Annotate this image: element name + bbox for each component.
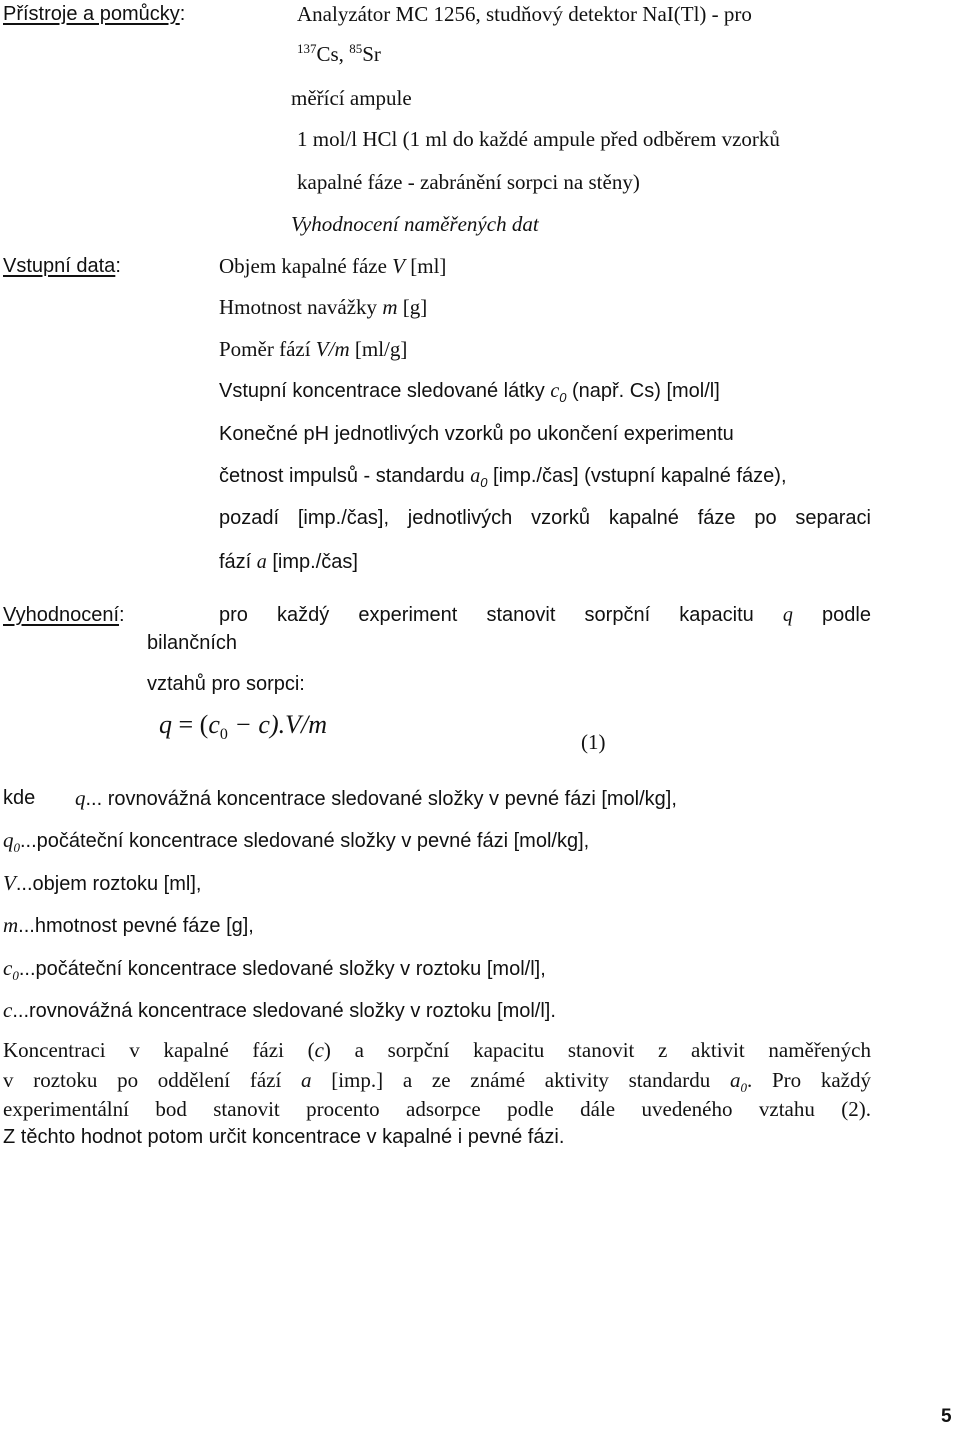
evaluation-label-row: Vyhodnocení: — [3, 604, 125, 626]
instruments-line-3: měřící ampule — [291, 86, 412, 110]
instruments-line-1: Analyzátor MC 1256, studňový detektor NaI(Tl) - pro — [297, 2, 752, 26]
isotope-element-cs: Cs, — [316, 42, 350, 66]
definition-q0: $q_0...počáteční$ koncentrace sledované složky v pevné fázi [mol/kg], — [3, 828, 590, 856]
isotope-mass-sr: 85 — [349, 41, 363, 56]
input-data-label: Vstupní data — [3, 255, 116, 277]
instruments-label: Přístroje a pomůcky — [3, 3, 180, 25]
evaluation-label: Vyhodnocení — [3, 604, 120, 626]
input-item-6: četnost impulsů - standardu $a_0$ [imp./čas] (vstupní kapalné fáze), — [219, 465, 787, 490]
input-item-3: Poměr fází V/m [ml/g] — [219, 337, 408, 361]
paragraph-line-4: Z těchto hodnot potom určit koncentrace v kapalné i pevné fázi. — [3, 1126, 565, 1148]
page-number: 5 — [941, 1406, 952, 1427]
input-item-1: Objem kapalné fáze V [ml] — [219, 254, 447, 278]
evaluation-line-2: bilančních — [147, 632, 238, 654]
input-item-5: Konečné pH jednotlivých vzorků po ukončení experimentu — [219, 423, 734, 445]
definition-c0: $c_0...počáteční$ koncentrace sledované složky v roztoku [mol/l], — [3, 956, 546, 984]
definition-m: m...hmotnost pevné fáze [g], — [3, 913, 254, 937]
isotope-mass-cs: 137 — [297, 41, 317, 56]
evaluation-line-1: pro každý experiment stanovit sorpční kapacitu q podle — [219, 604, 871, 626]
input-item-2: Hmotnost navážky m [g] — [219, 295, 428, 319]
input-item-4: Vstupní koncentrace sledované látky $c_0$ (např. Cs) [mol/l] — [219, 380, 720, 405]
paragraph-line-3: experimentální bod stanovit procento adsorpce podle dále uvedeného vztahu (2). — [3, 1097, 871, 1121]
isotope-element-sr: Sr — [362, 42, 381, 66]
instruments-line-4: 1 mol/l HCl (1 ml do každé ampule před odběrem vzorků — [297, 127, 780, 151]
definitions-kde: kde — [3, 787, 36, 809]
instruments-label-row: Přístroje a pomůcky: — [3, 3, 186, 25]
input-item-7: pozadí [imp./čas], jednotlivých vzorků kapalné fáze po separaci — [219, 507, 871, 529]
instruments-line-5: kapalné fáze - zabránění sorpci na stěny) — [297, 170, 640, 194]
evaluation-line-3: vztahů pro sorpci: — [147, 673, 305, 695]
input-data-label-row: Vstupní data: — [3, 255, 121, 277]
section-title: Vyhodnocení naměřených dat — [291, 212, 539, 236]
instruments-line-2 — [297, 42, 381, 66]
paragraph-line-2: v roztoku po oddělení fází a [imp.] a ze známé aktivity standardu $a_0$. Pro každý — [3, 1068, 871, 1096]
definition-q: q... rovnovážná koncentrace sledované složky v pevné fázi [mol/kg], — [75, 786, 677, 810]
equation-number: (1) — [581, 730, 606, 754]
input-item-8: fází a [imp./čas] — [219, 551, 358, 573]
equation: $q = (c_0 - c).V/m$ — [159, 710, 328, 744]
paragraph-line-1: Koncentraci v kapalné fázi (c) a sorpční kapacitu stanovit z aktivit naměřených — [3, 1038, 871, 1062]
definition-c: c...rovnovážná koncentrace sledované složky v roztoku [mol/l]. — [3, 998, 556, 1022]
definition-v: V...objem roztoku [ml], — [3, 871, 202, 895]
